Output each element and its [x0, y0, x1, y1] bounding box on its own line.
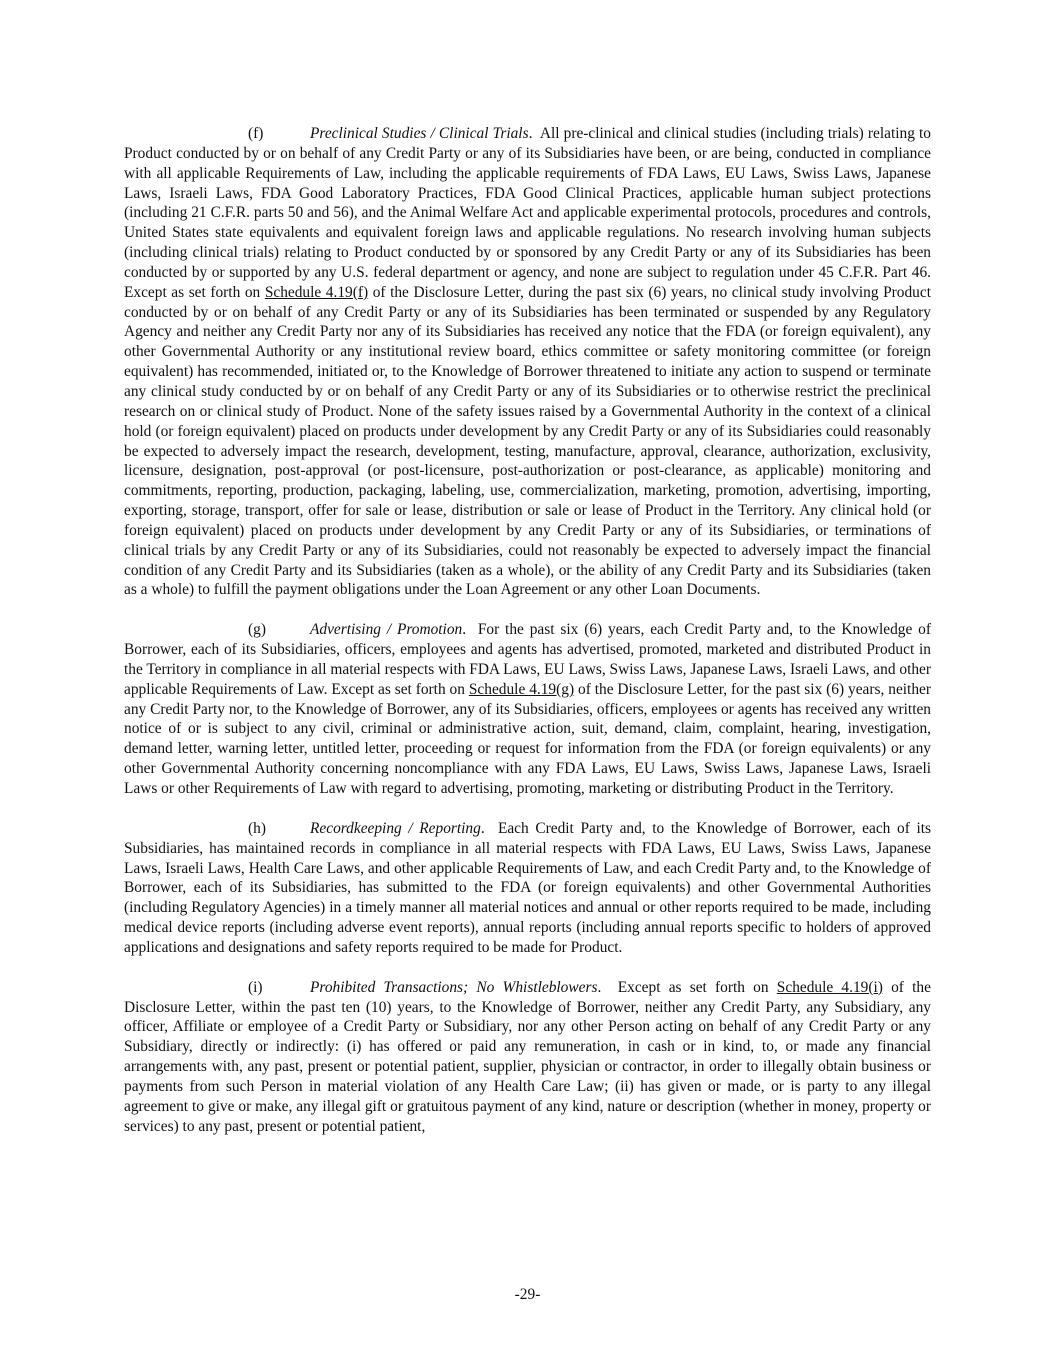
section-g: (g) Advertising / Promotion. For the past six (6) years, each Credit Party and, to the Knowledge of Borrower, each of its Subsidiaries, officers, employees and agents has advertised, promoted, marketed and distributed Product in the Territory in compliance in all material respects with FDA Laws, EU Laws, Swiss Laws, Japanese Laws, Israeli Laws, and other applicable Requirements of Law. Except as set forth on Schedule 4.19(g) of the Disclosure Letter, for the past six (6) years, neither any Credit Party nor, to the Knowledge of Borrower, any of its Subsidiaries, officers, employees or agents has received any written notice of or is subject to any civil, criminal or administrative action, suit, demand, claim, complaint, hearing, investigation, demand letter, warning letter, untitled letter, proceeding or request for information from the FDA (or foreign equivalents) or any other Governmental Authority concerning noncompliance with any FDA Laws, EU Laws, Swiss Laws, Japanese Laws, Israeli Laws or other Requirements of Law with regard to advertising, promoting, marketing or distributing Product in the Territory. [124, 621, 931, 797]
schedule-reference: Schedule 4.19(g) [468, 680, 575, 698]
section-label: (g) [248, 621, 266, 639]
section-heading: Recordkeeping / Reporting [310, 819, 481, 837]
schedule-reference: Schedule 4.19(f) [264, 283, 369, 301]
section-text: of the Disclosure Letter, during the past six (6) years, no clinical study involving Product conducted by or on behalf of any Credit Party or any of its Subsidiaries has been terminated or suspended by any Regulatory Agency and neither any Credit Party nor any of its Subsidiaries has received any notice that the FDA (or foreign equivalent), any other Governmental Authority or any institutional review board, ethics committee or safety monitoring committee (or foreign equivalent) has recommended, initiated or, to the Knowledge of Borrower threatened to initiate any action to suspend or terminate any clinical study conducted by or on behalf of any Credit Party or any of its Subsidiaries or to otherwise restrict the preclinical research on or clinical study of Product. None of the safety issues raised by a Governmental Authority in the context of a clinical hold (or foreign equivalent) placed on products under development by any Credit Party or any of its Subsidiaries could reasonably be expected to adversely impact the research, development, testing, manufacture, approval, clearance, authorization, exclusivity, licensure, designation, post-approval (or post-licensure, post-authorization or post-clearance, as applicable) monitoring and commitments, reporting, production, packaging, labeling, use, commercialization, marketing, promotion, advertising, importing, exporting, storage, transport, offer for sale or lease, distribution or sale or lease of Product in the Territory. Any clinical hold (or foreign equivalent) placed on products under development by any Credit Party or any of its Subsidiaries, or terminations of clinical trials by any Credit Party or any of its Subsidiaries, could not reasonably be expected to adversely impact the financial condition of any Credit Party and its Subsidiaries (taken as a whole), or the ability of any Credit Party and its Subsidiaries (taken as a whole) to fulfill the payment obligations under the Loan Agreement or any other Loan Documents. [124, 283, 931, 599]
section-h: (h) Recordkeeping / Reporting. Each Credit Party and, to the Knowledge of Borrower, each of its Subsidiaries, has maintained records in compliance in all material respects with FDA Laws, EU Laws, Swiss Laws, Japanese Laws, Israeli Laws, Health Care Laws, and other applicable Requirements of Law, and each Credit Party and, to the Knowledge of Borrower, each of its Subsidiaries, has submitted to the FDA (or foreign equivalents) and other Governmental Authorities (including Regulatory Agencies) in a timely manner all material notices and annual or other reports required to be made, including medical device reports (including adverse event reports), annual reports (including annual reports specific to holders of approved applications and designations and safety reports required to be made for Product. [124, 819, 931, 956]
section-heading: Advertising / Promotion [310, 621, 463, 639]
page-number: -29- [514, 1286, 541, 1303]
section-text: Each Credit Party and, to the Knowledge of Borrower, each of its Subsidiaries, has maintained records in compliance in all material respects with FDA Laws, EU Laws, Swiss Laws, Japanese Laws, Israeli Laws, Health Care Laws, and other applicable Requirements of Law, and each Credit Party and, to the Knowledge of Borrower, each of its Subsidiaries, has submitted to the FDA (or foreign equivalents) and other Governmental Authorities (including Regulatory Agencies) in a timely manner all material notices and annual or other reports required to be made, including medical device reports (including adverse event reports), annual reports (including annual reports specific to holders of approved applications and designations and safety reports required to be made for Product. [124, 819, 931, 956]
schedule-reference: Schedule 4.19(i) [776, 978, 883, 996]
section-text: of the Disclosure Letter, within the past ten (10) years, to the Knowledge of Borrower, neither any Credit Party, any Subsidiary, any officer, Affiliate or employee of a Credit Party or Subsidiary, nor any other Person acting on behalf of any Credit Party or any Subsidiary, directly or indirectly: (i) has offered or paid any remuneration, in cash or in kind, to, or made any financial arrangements with, any past, present or potential patient, supplier, physician or contractor, in order to illegally obtain business or payments from such Person in material violation of any Health Care Law; (ii) has given or made, or is party to any illegal agreement to give or make, any illegal gift or gratuitous payment of any kind, nature or description (whether in money, property or services) to any past, present or potential patient, [124, 978, 931, 1135]
section-heading: Prohibited Transactions; No Whistleblowers [310, 978, 598, 996]
section-label: (h) [248, 819, 266, 837]
section-i: (i) Prohibited Transactions; No Whistleblowers. Except as set forth on Schedule 4.19(i) of the Disclosure Letter, within the past ten (10) years, to the Knowledge of Borrower, neither any Credit Party, any Subsidiary, any officer, Affiliate or employee of a Credit Party or Subsidiary, nor any other Person acting on behalf of any Credit Party or any Subsidiary, directly or indirectly: (i) has offered or paid any remuneration, in cash or in kind, to, or made any financial arrangements with, any past, present or potential patient, supplier, physician or contractor, in order to illegally obtain business or payments from such Person in material violation of any Health Care Law; (ii) has given or made, or is party to any illegal agreement to give or make, any illegal gift or gratuitous payment of any kind, nature or description (whether in money, property or services) to any past, present or potential patient, [124, 978, 931, 1135]
section-text: All pre-clinical and clinical studies (including trials) relating to Product conducted by or on behalf of any Credit Party or any of its Subsidiaries have been, or are being, conducted in compliance with all applicable Requirements of Law, including the applicable requirements of FDA Laws, EU Laws, Swiss Laws, Japanese Laws, Israeli Laws, FDA Good Laboratory Practices, FDA Good Clinical Practices, applicable human subject protections (including 21 C.F.R. parts 50 and 56), and the Animal Welfare Act and applicable experimental protocols, procedures and controls, United States state equivalents and equivalent foreign laws and applicable regulations. No research involving human subjects (including clinical trials) relating to Product conducted by or sponsored by any Credit Party or any of its Subsidiaries has been conducted by or supported by any U.S. federal department or agency, and none are subject to regulation under 45 C.F.R. Part 46. Except as set forth on [124, 125, 931, 301]
section-text: of the Disclosure Letter, for the past six (6) years, neither any Credit Party nor, to the Knowledge of Borrower, any of its Subsidiaries, officers, employees or agents has received any written notice of or is subject to any civil, criminal or administrative action, suit, demand, claim, complaint, hearing, investigation, demand letter, warning letter, untitled letter, proceeding or request for information from the FDA (or foreign equivalents) or any other Governmental Authority concerning noncompliance with any FDA Laws, EU Laws, Swiss Laws, Japanese Laws, Israeli Laws or other Requirements of Law with regard to advertising, promoting, marketing or distributing Product in the Territory. [124, 680, 931, 797]
document-body [124, 124, 931, 1157]
section-label: (i) [248, 978, 263, 996]
section-f: (f) Preclinical Studies / Clinical Trials. All pre-clinical and clinical studies (including trials) relating to Product conducted by or on behalf of any Credit Party or any of its Subsidiaries have been, or are being, conducted in compliance with all applicable Requirements of Law, including the applicable requirements of FDA Laws, EU Laws, Swiss Laws, Japanese Laws, Israeli Laws, FDA Good Laboratory Practices, FDA Good Clinical Practices, applicable human subject protections (including 21 C.F.R. parts 50 and 56), and the Animal Welfare Act and applicable experimental protocols, procedures and controls, United States state equivalents and equivalent foreign laws and applicable regulations. No research involving human subjects (including clinical trials) relating to Product conducted by or sponsored by any Credit Party or any of its Subsidiaries has been conducted by or supported by any U.S. federal department or agency, and none are subject to regulation under 45 C.F.R. Part 46. Except as set forth on Schedule 4.19(f) of the Disclosure Letter, during the past six (6) years, no clinical study involving Product conducted by or on behalf of any Credit Party or any of its Subsidiaries has been terminated or suspended by any Regulatory Agency and neither any Credit Party nor any of its Subsidiaries has received any notice that the FDA (or foreign equivalent), any other Governmental Authority or any institutional review board, ethics committee or safety monitoring committee (or foreign equivalent) has recommended, initiated or, to the Knowledge of Borrower threatened to initiate any action to suspend or terminate any clinical study conducted by or on behalf of any Credit Party or any of its Subsidiaries or to otherwise restrict the preclinical research on or clinical study of Product. None of the safety issues raised by a Governmental Authority in the context of a clinical hold (or foreign equivalent) placed on products under development by any Credit Party or any of its Subsidiaries could reasonably be expected to adversely impact the research, development, testing, manufacture, approval, clearance, authorization, exclusivity, licensure, designation, post-approval (or post-licensure, post-authorization or post-clearance, as applicable) monitoring and commitments, reporting, production, packaging, labeling, use, commercialization, marketing, promotion, advertising, importing, exporting, storage, transport, offer for sale or lease, distribution or sale or lease of Product in the Territory. Any clinical hold (or foreign equivalent) placed on products under development by any Credit Party or any of its Subsidiaries, or terminations of clinical trials by any Credit Party or any of its Subsidiaries, could not reasonably be expected to adversely impact the financial condition of any Credit Party and its Subsidiaries (taken as a whole), or the ability of any Credit Party and its Subsidiaries (taken as a whole) to fulfill the payment obligations under the Loan Agreement or any other Loan Documents. [124, 125, 931, 599]
section-heading: Preclinical Studies / Clinical Trials [310, 125, 529, 142]
section-label: (f) [248, 125, 264, 142]
section-text: For the past six (6) years, each Credit Party and, to the Knowledge of Borrower, each of its Subsidiaries, officers, employees and agents has advertised, promoted, marketed and distributed Product in the Territory in compliance in all material respects with FDA Laws, EU Laws, Swiss Laws, Japanese Laws, Israeli Laws, and other applicable Requirements of Law. Except as set forth on [124, 621, 931, 698]
section-text: Except as set forth on [617, 978, 769, 996]
